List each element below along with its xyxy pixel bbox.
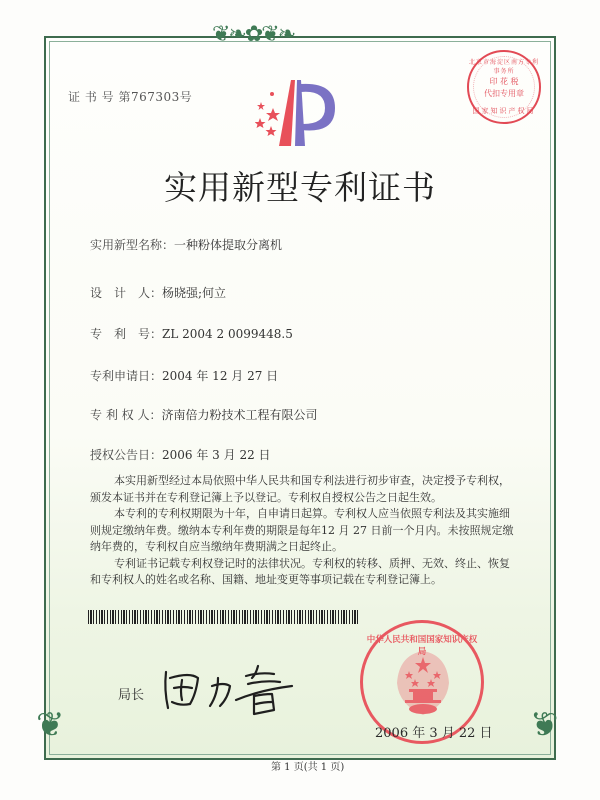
certificate-number-value: 第767303号 (118, 90, 193, 104)
field-label: 专 利 权 人： (90, 408, 162, 422)
field-value: 2006 年 3 月 22 日 (162, 448, 271, 462)
field-designer (90, 284, 226, 301)
certificate-body-text (90, 473, 520, 589)
field-utility-model-name (90, 236, 282, 253)
bottom-right-ornament-icon: ❦ (530, 705, 559, 745)
field-patent-number (90, 325, 293, 342)
tax-seal-bottom-text: 国家知识产权局 (472, 107, 536, 115)
certificate-number-label: 证 书 号 (68, 90, 115, 104)
tax-seal-line2: 代扣专用章 (484, 89, 524, 98)
patent-office-logo-icon (255, 78, 345, 148)
paragraph-legal-status: 专利证书记载专利权登记时的法律状况。专利权的转移、质押、无效、终止、恢复和专利权人的姓名或名称、国籍、地址变更等事项记载在专利登记簿上。 (90, 556, 510, 586)
national-emblem-icon (395, 649, 451, 719)
certificate-number (68, 88, 192, 105)
field-value: 杨晓强;何立 (162, 286, 227, 300)
field-value: 济南倍力粉技术工程有限公司 (161, 408, 318, 422)
field-label: 专利申请日： (90, 369, 163, 383)
tax-seal-line1: 印 花 税 (489, 77, 519, 86)
field-value: 2004 年 12 月 27 日 (162, 369, 279, 383)
barcode (88, 610, 358, 624)
page-indicator: 第 1 页(共 1 页) (271, 762, 345, 773)
paragraph-term: 本专利的专利权期限为十年，自申请日起算。专利权人应当依照专利法及其实施细则规定缴纳年费。缴纳本专利年费的期限是每年12 月 27 日前一个月内。未按照规定缴纳年费的，专利权自应当缴纳年费期满之日起终止。 (90, 507, 514, 553)
tax-seal-stamp (467, 50, 541, 124)
field-patentee (90, 406, 317, 423)
field-value: ZL 2004 2 0099448.5 (162, 327, 293, 341)
official-seal-arc-text: 中华人民共和国国家知识产权局 (366, 635, 478, 657)
field-label: 授权公告日： (90, 448, 163, 462)
issue-date: 2006 年 3 月 22 日 (375, 726, 493, 741)
top-ornament-icon: ❦❧✿❦❧ (212, 22, 295, 47)
field-label: 实用新型名称： (90, 238, 175, 252)
field-grant-date (90, 446, 271, 463)
paragraph-grant: 本实用新型经过本局依照中华人民共和国专利法进行初步审查，决定授予专利权，颁发本证书并在专利登记簿上予以登记。专利权自授权公告之日起生效。 (90, 474, 510, 504)
certificate-title: 实用新型专利证书 (164, 168, 436, 207)
field-label: 专 利 号： (90, 327, 163, 341)
tax-seal-arc-text: 北京市海淀区南方专利事务所 (469, 59, 540, 75)
field-application-date (90, 367, 278, 384)
field-label: 设 计 人： (90, 286, 163, 300)
bottom-left-ornament-icon: ❦ (36, 705, 65, 745)
field-value: 一种粉体提取分离机 (174, 238, 283, 252)
director-label: 局长 (118, 688, 145, 703)
director-signature (160, 660, 300, 716)
